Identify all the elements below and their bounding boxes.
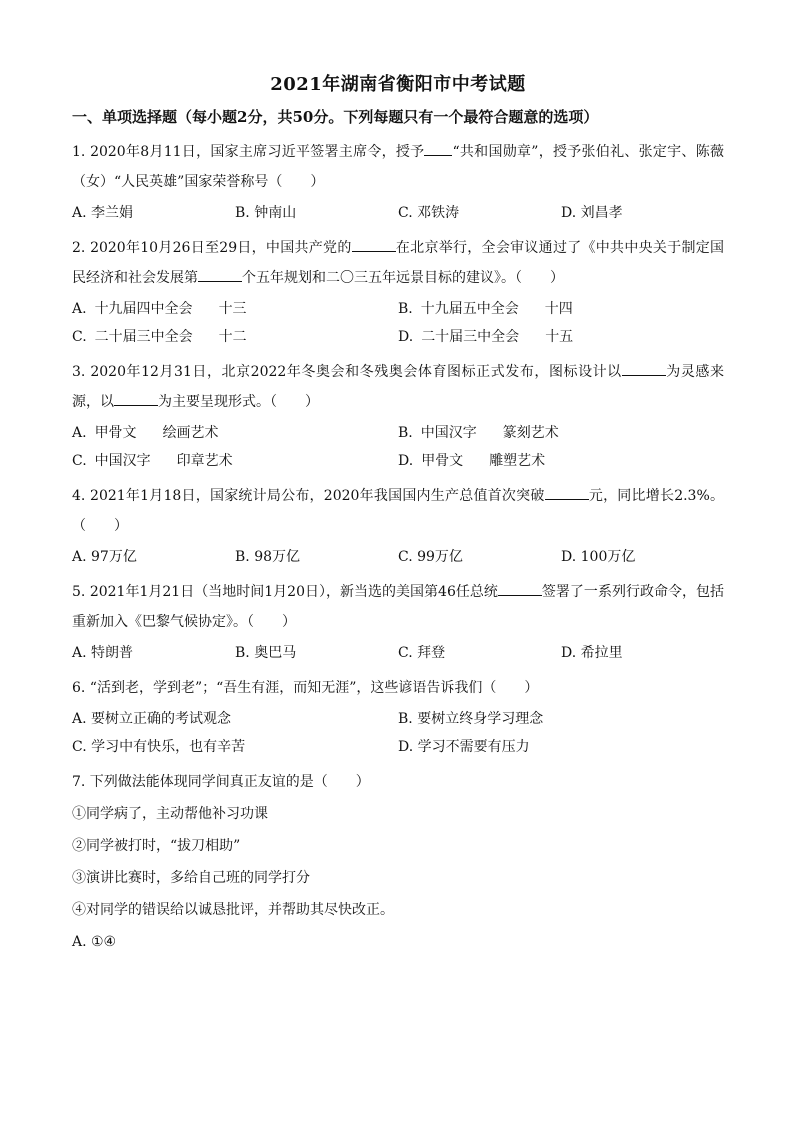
q7-option-a: A. ①④ [72,934,117,950]
question-3-options [72,419,724,475]
q2-blank-2 [198,267,242,282]
q6-option-d: D. 学习不需要有压力 [398,739,530,755]
question-2-options [72,295,724,351]
q4-blank [545,485,589,500]
q1-option-c: C. 邓铁涛 [398,205,460,221]
q4-option-a: A. 97万亿 [72,549,137,565]
q4-option-b: B. 98万亿 [235,549,301,565]
q2-stem-part-b: 在北京举行，全会审议通过了《中共中央关于制定国民经济和社会发展第 [72,240,724,286]
q3-stem-part-c: 为主要呈现形式。（ ） [158,394,319,410]
question-4-options [72,543,724,571]
q2-stem-part-a: 2. 2020年10月26日至29日，中国共产党的 [72,240,352,256]
q1-blank [424,141,452,156]
q5-stem-part-a: 5. 2021年1月21日（当地时间1月20日），新当选的美国第46任总统 [72,584,498,600]
q1-stem-part-a: 1. 2020年8月11日，国家主席习近平签署主席令，授予 [72,144,425,160]
q7-statement-2: ②同学被打时，“拔刀相助” [72,838,241,854]
section-header: 一、单项选择题（每小题2分，共50分。下列每题只有一个最符合题意的选项） [72,108,599,126]
q1-option-b: B. 钟南山 [235,205,297,221]
q6-option-b: B. 要树立终身学习理念 [398,711,544,727]
q2-option-b: B. 十九届五中全会 十四 [398,301,573,317]
question-3-stem [72,357,724,417]
q5-stem-part-b: 签署了一系列行政命令，包括重新加入《巴黎气候协定》。（ ） [72,584,724,630]
q1-stem-part-b: “共和国勋章”，授予张伯礼、张定宇、陈薇（女）“人民英雄”国家荣誉称号（ ） [72,144,724,190]
q6-option-a: A. 要树立正确的考试观念 [72,711,232,727]
q1-option-a: A. 李兰娟 [72,205,134,221]
q1-option-d: D. 刘昌孝 [561,205,623,221]
q7-statement-4: ④对同学的错误给以诚恳批评，并帮助其尽快改正。 [72,902,394,918]
question-5-options [72,639,724,667]
q6-option-c: C. 学习中有快乐，也有辛苦 [72,739,246,755]
question-6-options [72,705,724,761]
q3-option-b: B. 中国汉字 篆刻艺术 [398,425,559,441]
q4-option-c: C. 99万亿 [398,549,463,565]
question-4-stem [72,481,724,541]
q5-option-c: C. 拜登 [398,645,446,661]
q4-stem-part-b: 元，同比增长2.3%。（ ） [72,488,724,534]
question-6-stem: 6. “活到老，学到老”；“吾生有涯，而知无涯”，这些谚语告诉我们（ ） [72,680,539,696]
q2-option-d: D. 二十届三中全会 十五 [398,329,574,345]
q2-option-c: C. 二十届三中全会 十二 [72,329,247,345]
q7-statement-1: ①同学病了，主动帮他补习功课 [72,806,268,822]
question-7-stem: 7. 下列做法能体现同学间真正友谊的是（ ） [72,774,370,790]
q5-blank [498,581,542,596]
q3-option-c: C. 中国汉字 印章艺术 [72,453,233,469]
q5-option-a: A. 特朗普 [72,645,134,661]
question-5-stem [72,577,724,637]
q3-stem-part-b: 为灵感来源，以 [72,364,724,410]
q2-option-a: A. 十九届四中全会 十三 [72,301,247,317]
q2-stem-part-c: 个五年规划和二〇三五年远景目标的建议》。（ ） [242,270,564,286]
q3-option-a: A. 甲骨文 绘画艺术 [72,425,219,441]
question-1-options [72,199,724,227]
page-title: 2021年湖南省衡阳市中考试题 [270,74,526,95]
q3-blank-2 [114,391,158,406]
q3-option-d: D. 甲骨文 雕塑艺术 [398,453,546,469]
q3-blank-1 [622,361,666,376]
q7-statement-3: ③演讲比赛时，多给自己班的同学打分 [72,870,310,886]
q3-stem-part-a: 3. 2020年12月31日，北京2022年冬奥会和冬残奥会体育图标正式发布，图标设计以 [72,364,622,380]
q5-option-b: B. 奥巴马 [235,645,297,661]
q5-option-d: D. 希拉里 [561,645,623,661]
question-1-stem [72,137,724,197]
question-2-stem [72,233,724,293]
q2-blank-1 [352,237,396,252]
q4-stem-part-a: 4. 2021年1月18日，国家统计局公布，2020年我国国内生产总值首次突破 [72,488,545,504]
q4-option-d: D. 100万亿 [561,549,636,565]
